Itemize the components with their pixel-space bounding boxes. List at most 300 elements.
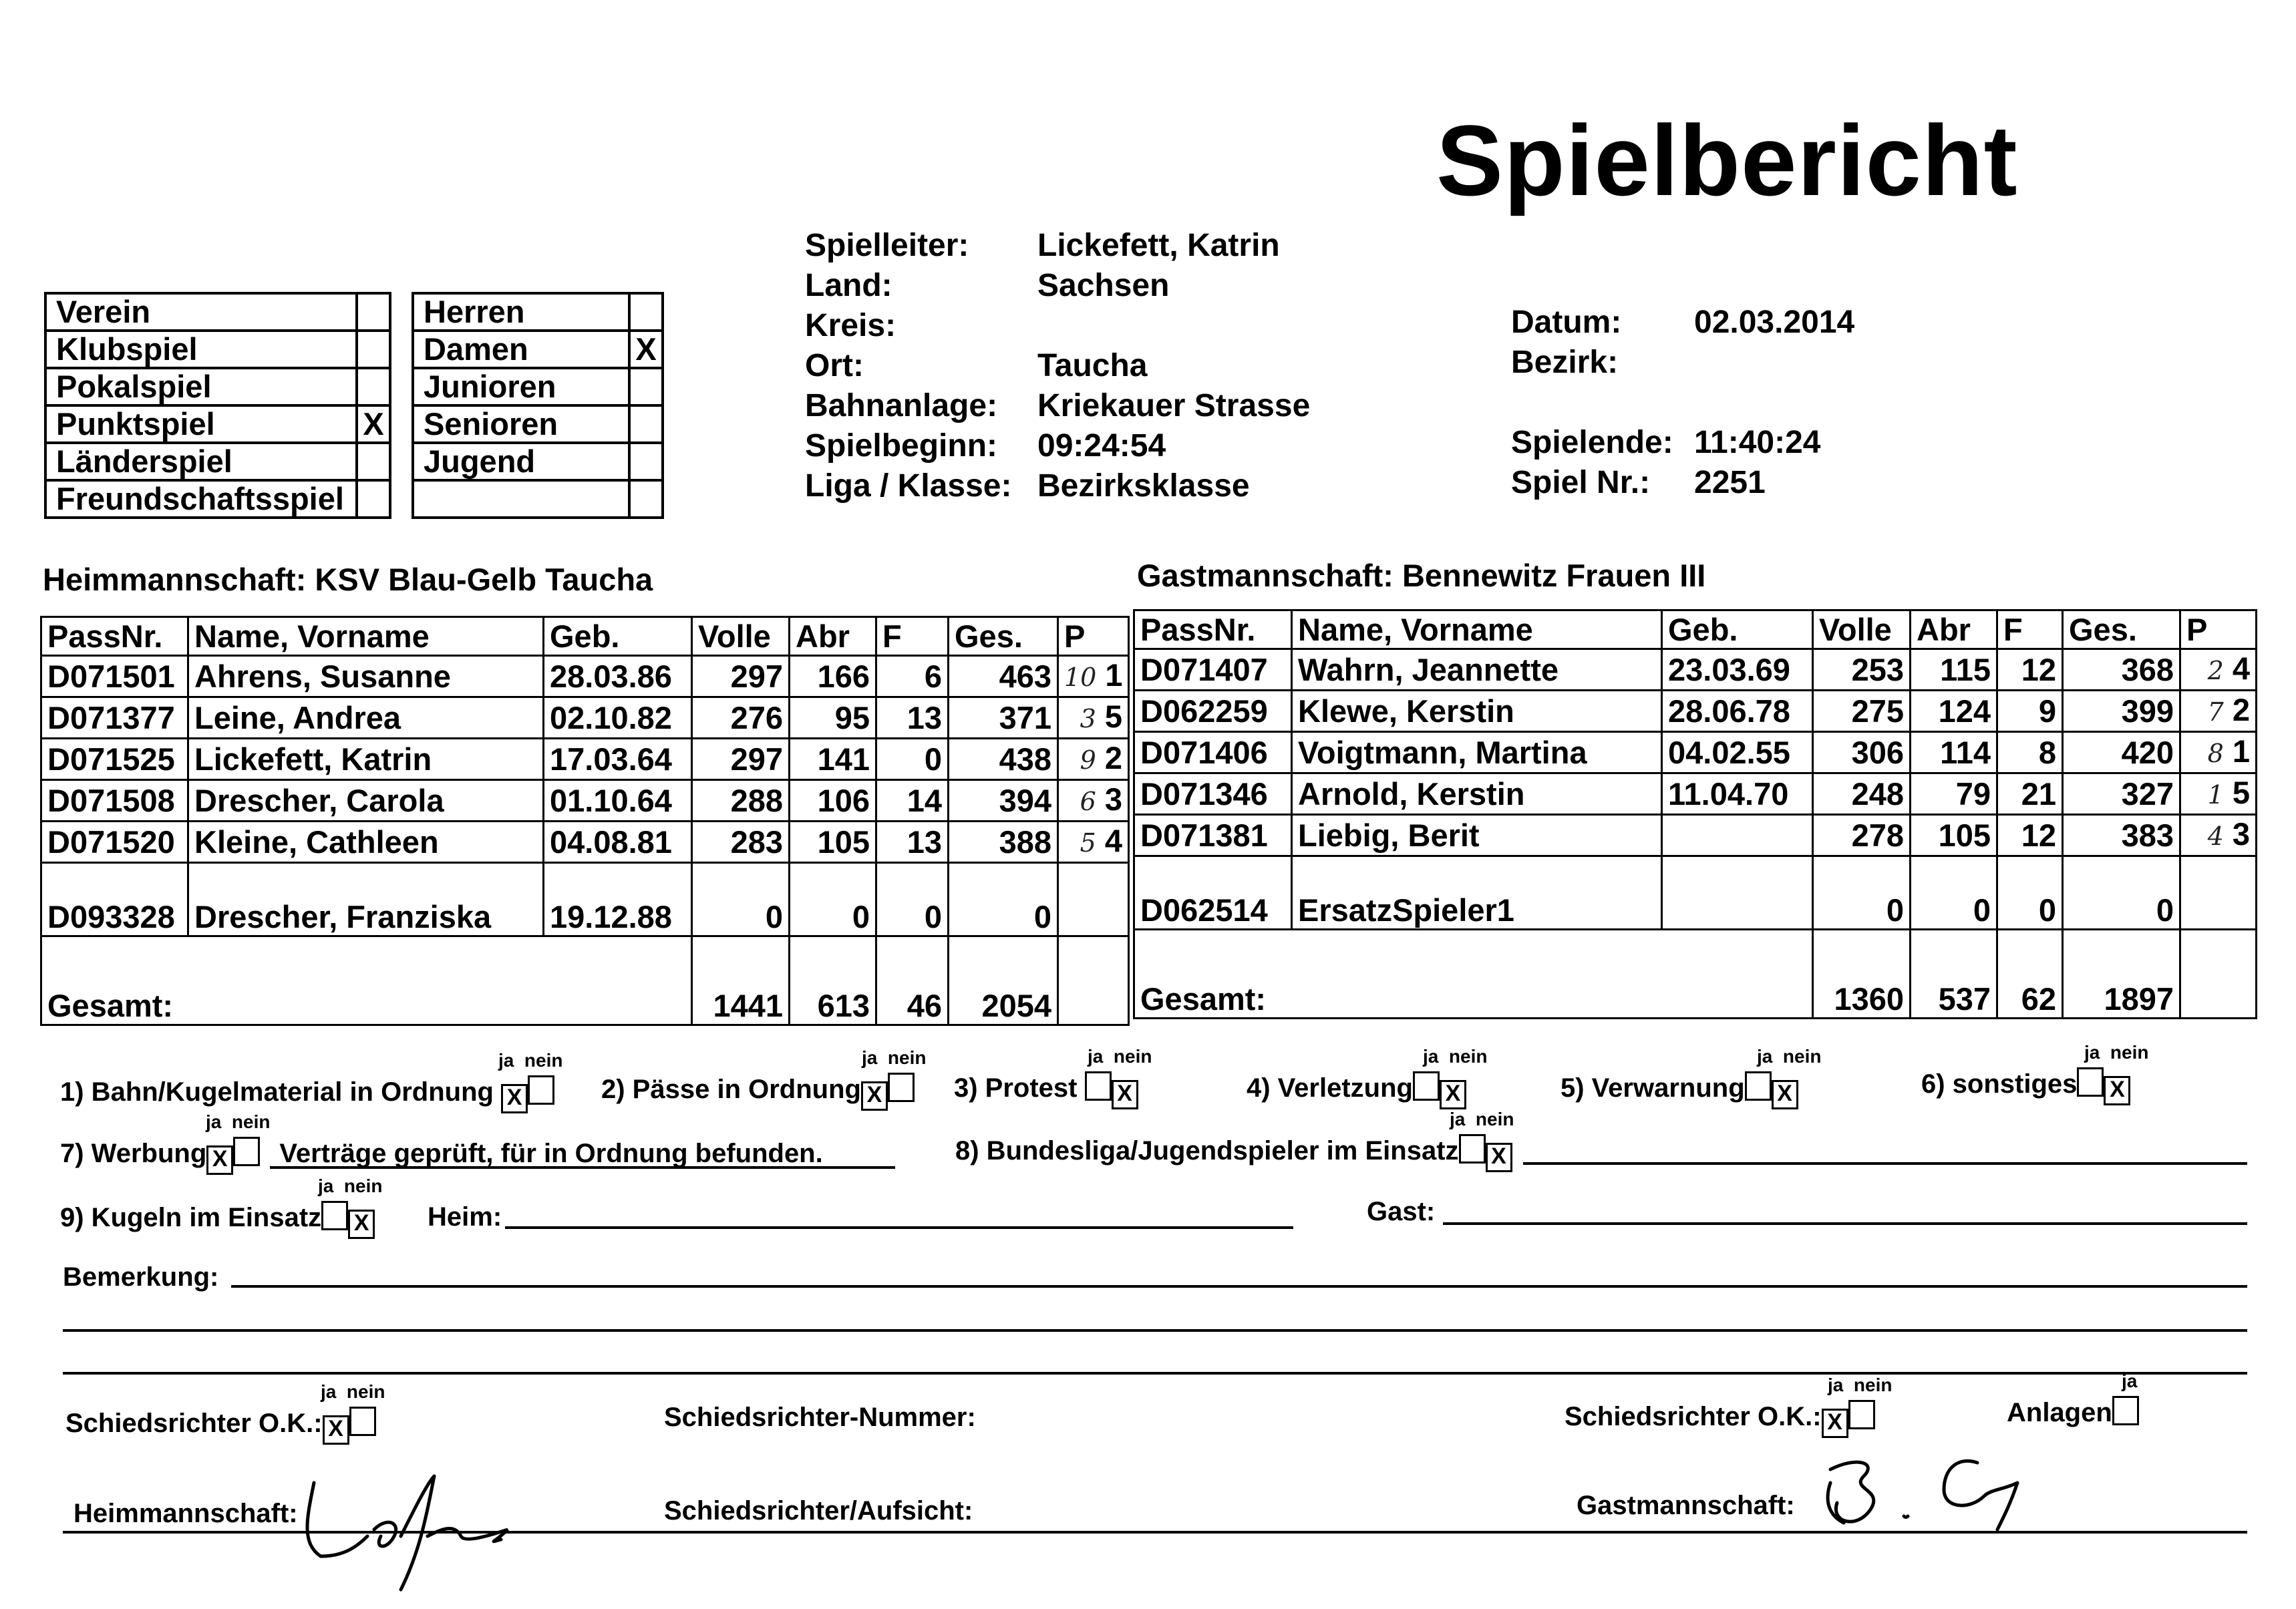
- game-type-label: Pokalspiel: [45, 368, 357, 405]
- handwritten-points: 5: [1080, 828, 1096, 858]
- category-label: Senioren: [413, 405, 629, 443]
- score-ges: 388: [949, 822, 1058, 863]
- check-label: 5) Verwarnung: [1561, 1073, 1745, 1103]
- yn-4: [1423, 1046, 1487, 1067]
- handwritten-points: 9: [1080, 745, 1096, 775]
- col-header: PassNr.: [41, 617, 188, 656]
- player-name: Kleine, Cathleen: [188, 822, 544, 863]
- score-f: 0: [876, 739, 949, 780]
- yn-6: [2084, 1042, 2148, 1063]
- score-ges: 394: [949, 780, 1058, 822]
- score-f: 21: [1997, 773, 2063, 815]
- nein-label: nein: [346, 1381, 385, 1402]
- points-cell: [1058, 780, 1129, 822]
- check-2-ja-box[interactable]: X: [861, 1081, 888, 1111]
- home-signature-label: Heimmannschaft:: [73, 1499, 298, 1528]
- info-label-spielende: Spielende:: [1511, 425, 1673, 460]
- check-8-ja-box[interactable]: [1459, 1134, 1486, 1164]
- check-7-ja-box[interactable]: X: [206, 1145, 233, 1175]
- yn-attachments: [2122, 1371, 2137, 1392]
- ja-label: ja: [318, 1176, 334, 1196]
- score-volle: 283: [692, 822, 790, 863]
- score-abr: 0: [790, 863, 876, 936]
- referee-ok-label: Schiedsrichter O.K.:: [1565, 1402, 1822, 1431]
- birth-date: 23.03.69: [1662, 649, 1813, 691]
- birth-date: 04.08.81: [544, 822, 692, 863]
- check-label: 8) Bundesliga/Jugendspieler im Einsatz: [955, 1136, 1459, 1166]
- score-volle: 306: [1813, 732, 1911, 773]
- category-label: Jugend: [413, 443, 629, 480]
- birth-date: 01.10.64: [544, 780, 692, 822]
- score-volle: 0: [692, 863, 790, 936]
- info-value-spielleiter: Lickefett, Katrin: [1037, 228, 1280, 263]
- col-header: F: [876, 617, 949, 656]
- score-volle: 253: [1813, 649, 1911, 691]
- info-left: [805, 226, 1310, 506]
- category-mark: [629, 443, 663, 480]
- player-name: Leine, Andrea: [188, 697, 544, 739]
- check-5-nein-box[interactable]: X: [1772, 1080, 1798, 1109]
- referee-ok-ja-box[interactable]: X: [323, 1415, 349, 1445]
- score-f: 0: [876, 863, 949, 936]
- yn-8: [1450, 1109, 1514, 1130]
- score-ges: 0: [2063, 856, 2180, 930]
- total-volle: 1441: [692, 936, 790, 1025]
- pass-nr: D062259: [1134, 691, 1292, 732]
- nein-label: nein: [1853, 1375, 1893, 1395]
- guest-header-row: [1134, 610, 2257, 649]
- score-f: 12: [1997, 649, 2063, 691]
- info-value-ort: Taucha: [1037, 348, 1148, 383]
- check-1: [60, 1075, 554, 1113]
- points: 3: [1104, 781, 1122, 817]
- info-value-datum: 02.03.2014: [1694, 305, 1855, 340]
- check-2-nein-box[interactable]: [888, 1073, 915, 1102]
- score-abr: 124: [1911, 691, 1997, 732]
- info-value-bahnanlage: Kriekauer Strasse: [1037, 388, 1311, 423]
- check-8-nein-box[interactable]: X: [1486, 1143, 1512, 1172]
- score-volle: 288: [692, 780, 790, 822]
- nein-label: nein: [343, 1176, 383, 1196]
- score-volle: 297: [692, 739, 790, 780]
- game-type-mark: [357, 331, 390, 368]
- yn-5: [1757, 1046, 1821, 1067]
- table-row: [1134, 815, 2257, 856]
- score-ges: 438: [949, 739, 1058, 780]
- birth-date: 11.04.70: [1662, 773, 1813, 815]
- pass-nr: D062514: [1134, 856, 1292, 930]
- attachments-label: Anlagen: [2007, 1398, 2112, 1427]
- score-ges: 0: [949, 863, 1058, 936]
- table-row: [1134, 649, 2257, 691]
- table-row: [1134, 691, 2257, 732]
- col-header: P: [1058, 617, 1129, 656]
- nein-label: nein: [231, 1111, 271, 1132]
- guest-signature-label: Gastmannschaft:: [1577, 1491, 1795, 1520]
- col-header: Geb.: [1662, 610, 1813, 649]
- game-type-mark: [357, 443, 390, 480]
- check-1-nein-box[interactable]: [528, 1075, 554, 1105]
- category-mark: [629, 405, 663, 443]
- score-abr: 105: [790, 822, 876, 863]
- info-value-spielende: 11:40:24: [1694, 425, 1821, 460]
- referee-ok2-ja-box[interactable]: X: [1822, 1409, 1848, 1438]
- birth-date: 28.03.86: [544, 656, 692, 697]
- referee-number-label: Schiedsrichter-Nummer:: [664, 1403, 976, 1432]
- check-6-ja-box[interactable]: [2077, 1067, 2104, 1097]
- game-type-row: [45, 368, 390, 405]
- check-label: 3) Protest: [954, 1073, 1078, 1103]
- info-value-liga: Bezirksklasse: [1037, 468, 1250, 504]
- ja-label: ja: [1450, 1109, 1466, 1129]
- category-label: Junioren: [413, 368, 629, 405]
- category-row: [413, 368, 663, 405]
- total-abr: 613: [790, 936, 876, 1025]
- check-6: [1921, 1067, 2130, 1105]
- birth-date: [1662, 856, 1813, 930]
- pass-nr: D071406: [1134, 732, 1292, 773]
- table-row: [41, 697, 1129, 739]
- pass-nr: D071508: [41, 780, 188, 822]
- category-label: [413, 480, 629, 518]
- ja-label: ja: [206, 1111, 222, 1132]
- score-volle: 0: [1813, 856, 1911, 930]
- points: 5: [1104, 699, 1122, 734]
- contracts-note: Verträge geprüft, für in Ordnung befunden.: [279, 1139, 823, 1168]
- total-label: Gesamt:: [41, 936, 692, 1025]
- col-header: Name, Vorname: [188, 617, 544, 656]
- player-name: Ahrens, Susanne: [188, 656, 544, 697]
- check-3-ja-box[interactable]: [1085, 1071, 1112, 1101]
- ja-label: ja: [1757, 1046, 1773, 1067]
- category-mark: X: [629, 331, 663, 368]
- game-type-mark: X: [357, 405, 390, 443]
- referee-ok2-nein-box[interactable]: [1848, 1400, 1875, 1429]
- check-label: 4) Verletzung: [1247, 1073, 1413, 1103]
- birth-date: 19.12.88: [544, 863, 692, 936]
- substitute-row: [1134, 856, 2257, 930]
- category-mark: [629, 368, 663, 405]
- points: 4: [1104, 823, 1122, 858]
- col-header: PassNr.: [1134, 610, 1292, 649]
- player-name: Arnold, Kerstin: [1292, 773, 1662, 815]
- game-type-table: [44, 292, 391, 519]
- pass-nr: D071381: [1134, 815, 1292, 856]
- points-cell: [2180, 773, 2257, 815]
- info-label-kreis: Kreis:: [805, 308, 896, 343]
- total-ges: 2054: [949, 936, 1058, 1025]
- check-8: [955, 1134, 1512, 1172]
- birth-date: 02.10.82: [544, 697, 692, 739]
- table-row: [41, 739, 1129, 780]
- handwritten-points: 6: [1080, 787, 1096, 816]
- info-label-spielbeginn: Spielbeginn:: [805, 428, 997, 464]
- yn-referee-right: [1828, 1375, 1892, 1396]
- points: 4: [2232, 651, 2250, 686]
- check-4: [1247, 1071, 1466, 1109]
- info-value-land: Sachsen: [1037, 268, 1170, 303]
- points: 1: [1105, 657, 1123, 693]
- remark-label: Bemerkung:: [63, 1262, 219, 1292]
- points-cell: [1058, 656, 1129, 697]
- yn-referee-left: [321, 1381, 385, 1403]
- check-4-nein-box[interactable]: X: [1440, 1080, 1466, 1109]
- ja-label: ja: [1423, 1046, 1439, 1067]
- yn-7: [206, 1111, 270, 1133]
- game-type-label: Punktspiel: [45, 405, 357, 443]
- gast-label: Gast:: [1367, 1197, 1436, 1226]
- nein-label: nein: [887, 1047, 927, 1068]
- points: 2: [2232, 692, 2250, 727]
- score-abr: 115: [1911, 649, 1997, 691]
- col-header: Volle: [1813, 610, 1911, 649]
- handwritten-points: 4: [2207, 822, 2224, 851]
- check-6-nein-box[interactable]: X: [2104, 1076, 2130, 1105]
- points: 3: [2232, 816, 2250, 852]
- points: 5: [2232, 775, 2250, 810]
- total-f: 62: [1997, 930, 2063, 1019]
- score-volle: 276: [692, 697, 790, 739]
- points: [2180, 856, 2257, 930]
- total-points: [1058, 936, 1129, 1025]
- birth-date: 17.03.64: [544, 739, 692, 780]
- col-header: P: [2180, 610, 2257, 649]
- guest-table: [1133, 609, 2257, 1019]
- check-label: 1) Bahn/Kugelmaterial in Ordnung: [60, 1077, 494, 1107]
- nein-label: nein: [1475, 1109, 1514, 1129]
- category-table: [412, 292, 664, 519]
- gast-line[interactable]: [1443, 1222, 2247, 1225]
- ja-label: ja: [862, 1047, 878, 1068]
- check-1-ja-box[interactable]: X: [501, 1084, 528, 1113]
- attachments: [2007, 1396, 2139, 1428]
- total-abr: 537: [1911, 930, 1997, 1019]
- home-header-row: [41, 617, 1129, 656]
- col-header: Ges.: [949, 617, 1058, 656]
- info-label-bezirk: Bezirk:: [1511, 345, 1619, 380]
- birth-date: 28.06.78: [1662, 691, 1813, 732]
- info-label-ort: Ort:: [805, 348, 864, 383]
- score-f: 0: [1997, 856, 2063, 930]
- page-title: Spielbericht: [1436, 104, 2018, 216]
- points-cell: [1058, 739, 1129, 780]
- score-abr: 141: [790, 739, 876, 780]
- check-3-nein-box[interactable]: X: [1112, 1080, 1138, 1109]
- home-table: [40, 616, 1130, 1026]
- category-row: [413, 443, 663, 480]
- table-row: [41, 656, 1129, 697]
- col-header: Ges.: [2063, 610, 2180, 649]
- score-ges: 368: [2063, 649, 2180, 691]
- points: [1058, 863, 1129, 936]
- supervisor-signature-label: Schiedsrichter/Aufsicht:: [664, 1496, 973, 1526]
- category-mark: [629, 480, 663, 518]
- handwritten-points: 10: [1064, 663, 1097, 692]
- category-mark: [629, 293, 663, 331]
- category-row: [413, 293, 663, 331]
- game-type-mark: [357, 293, 390, 331]
- check-9: [60, 1201, 375, 1239]
- points-cell: [2180, 691, 2257, 732]
- guest-team-heading: Gastmannschaft: Bennewitz Frauen III: [1137, 558, 1706, 593]
- pass-nr: D071520: [41, 822, 188, 863]
- score-abr: 114: [1911, 732, 1997, 773]
- check-5-ja-box[interactable]: [1745, 1071, 1772, 1101]
- game-type-label: Freundschaftsspiel: [45, 480, 357, 518]
- player-name: Drescher, Carola: [188, 780, 544, 822]
- player-name: Lickefett, Katrin: [188, 739, 544, 780]
- ja-label: ja: [498, 1050, 514, 1071]
- yn-3: [1088, 1046, 1152, 1067]
- birth-date: 04.02.55: [1662, 732, 1813, 773]
- score-f: 9: [1997, 691, 2063, 732]
- handwritten-points: 7: [2207, 697, 2224, 727]
- table-row: [41, 780, 1129, 822]
- total-row: [41, 936, 1129, 1025]
- ja-label: ja: [321, 1381, 337, 1402]
- category-label: Herren: [413, 293, 629, 331]
- score-f: 8: [1997, 732, 2063, 773]
- ja-label: ja: [2122, 1371, 2138, 1391]
- score-ges: 383: [2063, 815, 2180, 856]
- nein-label: nein: [1782, 1046, 1822, 1067]
- score-volle: 297: [692, 656, 790, 697]
- substitute-row: [41, 863, 1129, 936]
- category-row: [413, 480, 663, 518]
- pass-nr: D071501: [41, 656, 188, 697]
- score-volle: 278: [1813, 815, 1911, 856]
- game-type-mark: [357, 480, 390, 518]
- score-f: 14: [876, 780, 949, 822]
- info-label-bahnanlage: Bahnanlage:: [805, 388, 998, 423]
- ja-label: ja: [1828, 1375, 1844, 1395]
- game-type-label: Länderspiel: [45, 443, 357, 480]
- attachments-ja-box[interactable]: [2112, 1396, 2139, 1425]
- birth-date: [1662, 815, 1813, 856]
- player-name: ErsatzSpieler1: [1292, 856, 1662, 930]
- player-name: Wahrn, Jeannette: [1292, 649, 1662, 691]
- pass-nr: D071407: [1134, 649, 1292, 691]
- player-name: Drescher, Franziska: [188, 863, 544, 936]
- remark-line-1[interactable]: [231, 1285, 2247, 1288]
- score-ges: 327: [2063, 773, 2180, 815]
- check-label: 2) Pässe in Ordnung: [601, 1075, 861, 1104]
- info-label-datum: Datum:: [1511, 305, 1622, 340]
- info-right: [1511, 303, 1854, 503]
- nein-label: nein: [1448, 1046, 1488, 1067]
- remark-line-3[interactable]: [63, 1372, 2247, 1375]
- ja-label: ja: [1088, 1046, 1104, 1067]
- points: 2: [1104, 740, 1122, 775]
- check-7: [60, 1137, 823, 1175]
- game-type-row: [45, 405, 390, 443]
- score-ges: 420: [2063, 732, 2180, 773]
- ja-label: ja: [2084, 1042, 2100, 1063]
- col-header: Abr: [1911, 610, 1997, 649]
- info-label-land: Land:: [805, 268, 892, 303]
- score-volle: 248: [1813, 773, 1911, 815]
- info-value-spielbeginn: 09:24:54: [1037, 428, 1166, 464]
- nein-label: nein: [1113, 1046, 1152, 1067]
- heim-line[interactable]: [505, 1226, 1293, 1229]
- table-row: [41, 822, 1129, 863]
- check-3: [954, 1071, 1138, 1109]
- info-value-spielnr: 2251: [1694, 465, 1766, 500]
- score-f: 13: [876, 822, 949, 863]
- score-ges: 399: [2063, 691, 2180, 732]
- check-label: 7) Werbung: [60, 1139, 207, 1168]
- game-type-row: [45, 331, 390, 368]
- check-4-ja-box[interactable]: [1413, 1071, 1440, 1101]
- col-header: Geb.: [544, 617, 692, 656]
- check-7-nein-box[interactable]: [233, 1137, 260, 1166]
- score-ges: 371: [949, 697, 1058, 739]
- nein-label: nein: [524, 1050, 563, 1071]
- category-row: [413, 331, 663, 368]
- score-abr: 79: [1911, 773, 1997, 815]
- category-row: [413, 405, 663, 443]
- col-header: F: [1997, 610, 2063, 649]
- referee-ok-label: Schiedsrichter O.K.:: [65, 1409, 323, 1438]
- table-row: [1134, 773, 2257, 815]
- category-label: Damen: [413, 331, 629, 368]
- game-type-row: [45, 443, 390, 480]
- heim-label: Heim:: [428, 1202, 502, 1232]
- col-header: Volle: [692, 617, 790, 656]
- player-name: Voigtmann, Martina: [1292, 732, 1662, 773]
- total-row: [1134, 930, 2257, 1019]
- check-label: 6) sonstiges: [1921, 1069, 2078, 1099]
- game-type-row: [45, 293, 390, 331]
- referee-ok-nein-box[interactable]: [349, 1407, 376, 1436]
- score-abr: 166: [790, 656, 876, 697]
- bundesliga-line: [1523, 1162, 2247, 1165]
- score-f: 12: [1997, 815, 2063, 856]
- game-type-mark: [357, 368, 390, 405]
- pass-nr: D071525: [41, 739, 188, 780]
- score-abr: 0: [1911, 856, 1997, 930]
- points-cell: [1058, 697, 1129, 739]
- handwritten-points: 8: [2207, 739, 2224, 768]
- points-cell: [2180, 649, 2257, 691]
- score-abr: 105: [1911, 815, 1997, 856]
- check-9-ja-box[interactable]: [321, 1201, 348, 1230]
- points: 1: [2232, 733, 2250, 769]
- total-points: [2180, 930, 2257, 1019]
- guest-signature-image: [1804, 1429, 2044, 1536]
- score-f: 6: [876, 656, 949, 697]
- total-volle: 1360: [1813, 930, 1911, 1019]
- score-volle: 275: [1813, 691, 1911, 732]
- contracts-line: [270, 1166, 895, 1169]
- remark-line-2[interactable]: [63, 1329, 2247, 1332]
- nein-label: nein: [2110, 1042, 2149, 1063]
- info-label-liga: Liga / Klasse:: [805, 468, 1012, 504]
- col-header: Abr: [790, 617, 876, 656]
- score-f: 13: [876, 697, 949, 739]
- total-label: Gesamt:: [1134, 930, 1813, 1019]
- check-2: [601, 1073, 915, 1111]
- handwritten-points: 2: [2207, 656, 2224, 685]
- info-label-spielnr: Spiel Nr.:: [1511, 465, 1651, 500]
- yn-2: [862, 1047, 926, 1069]
- player-name: Klewe, Kerstin: [1292, 691, 1662, 732]
- yn-9: [318, 1176, 382, 1197]
- check-9-nein-box[interactable]: X: [348, 1210, 375, 1239]
- info-label-spielleiter: Spielleiter:: [805, 228, 969, 263]
- home-team-heading: Heimmannschaft: KSV Blau-Gelb Taucha: [43, 562, 653, 597]
- game-type-row: [45, 480, 390, 518]
